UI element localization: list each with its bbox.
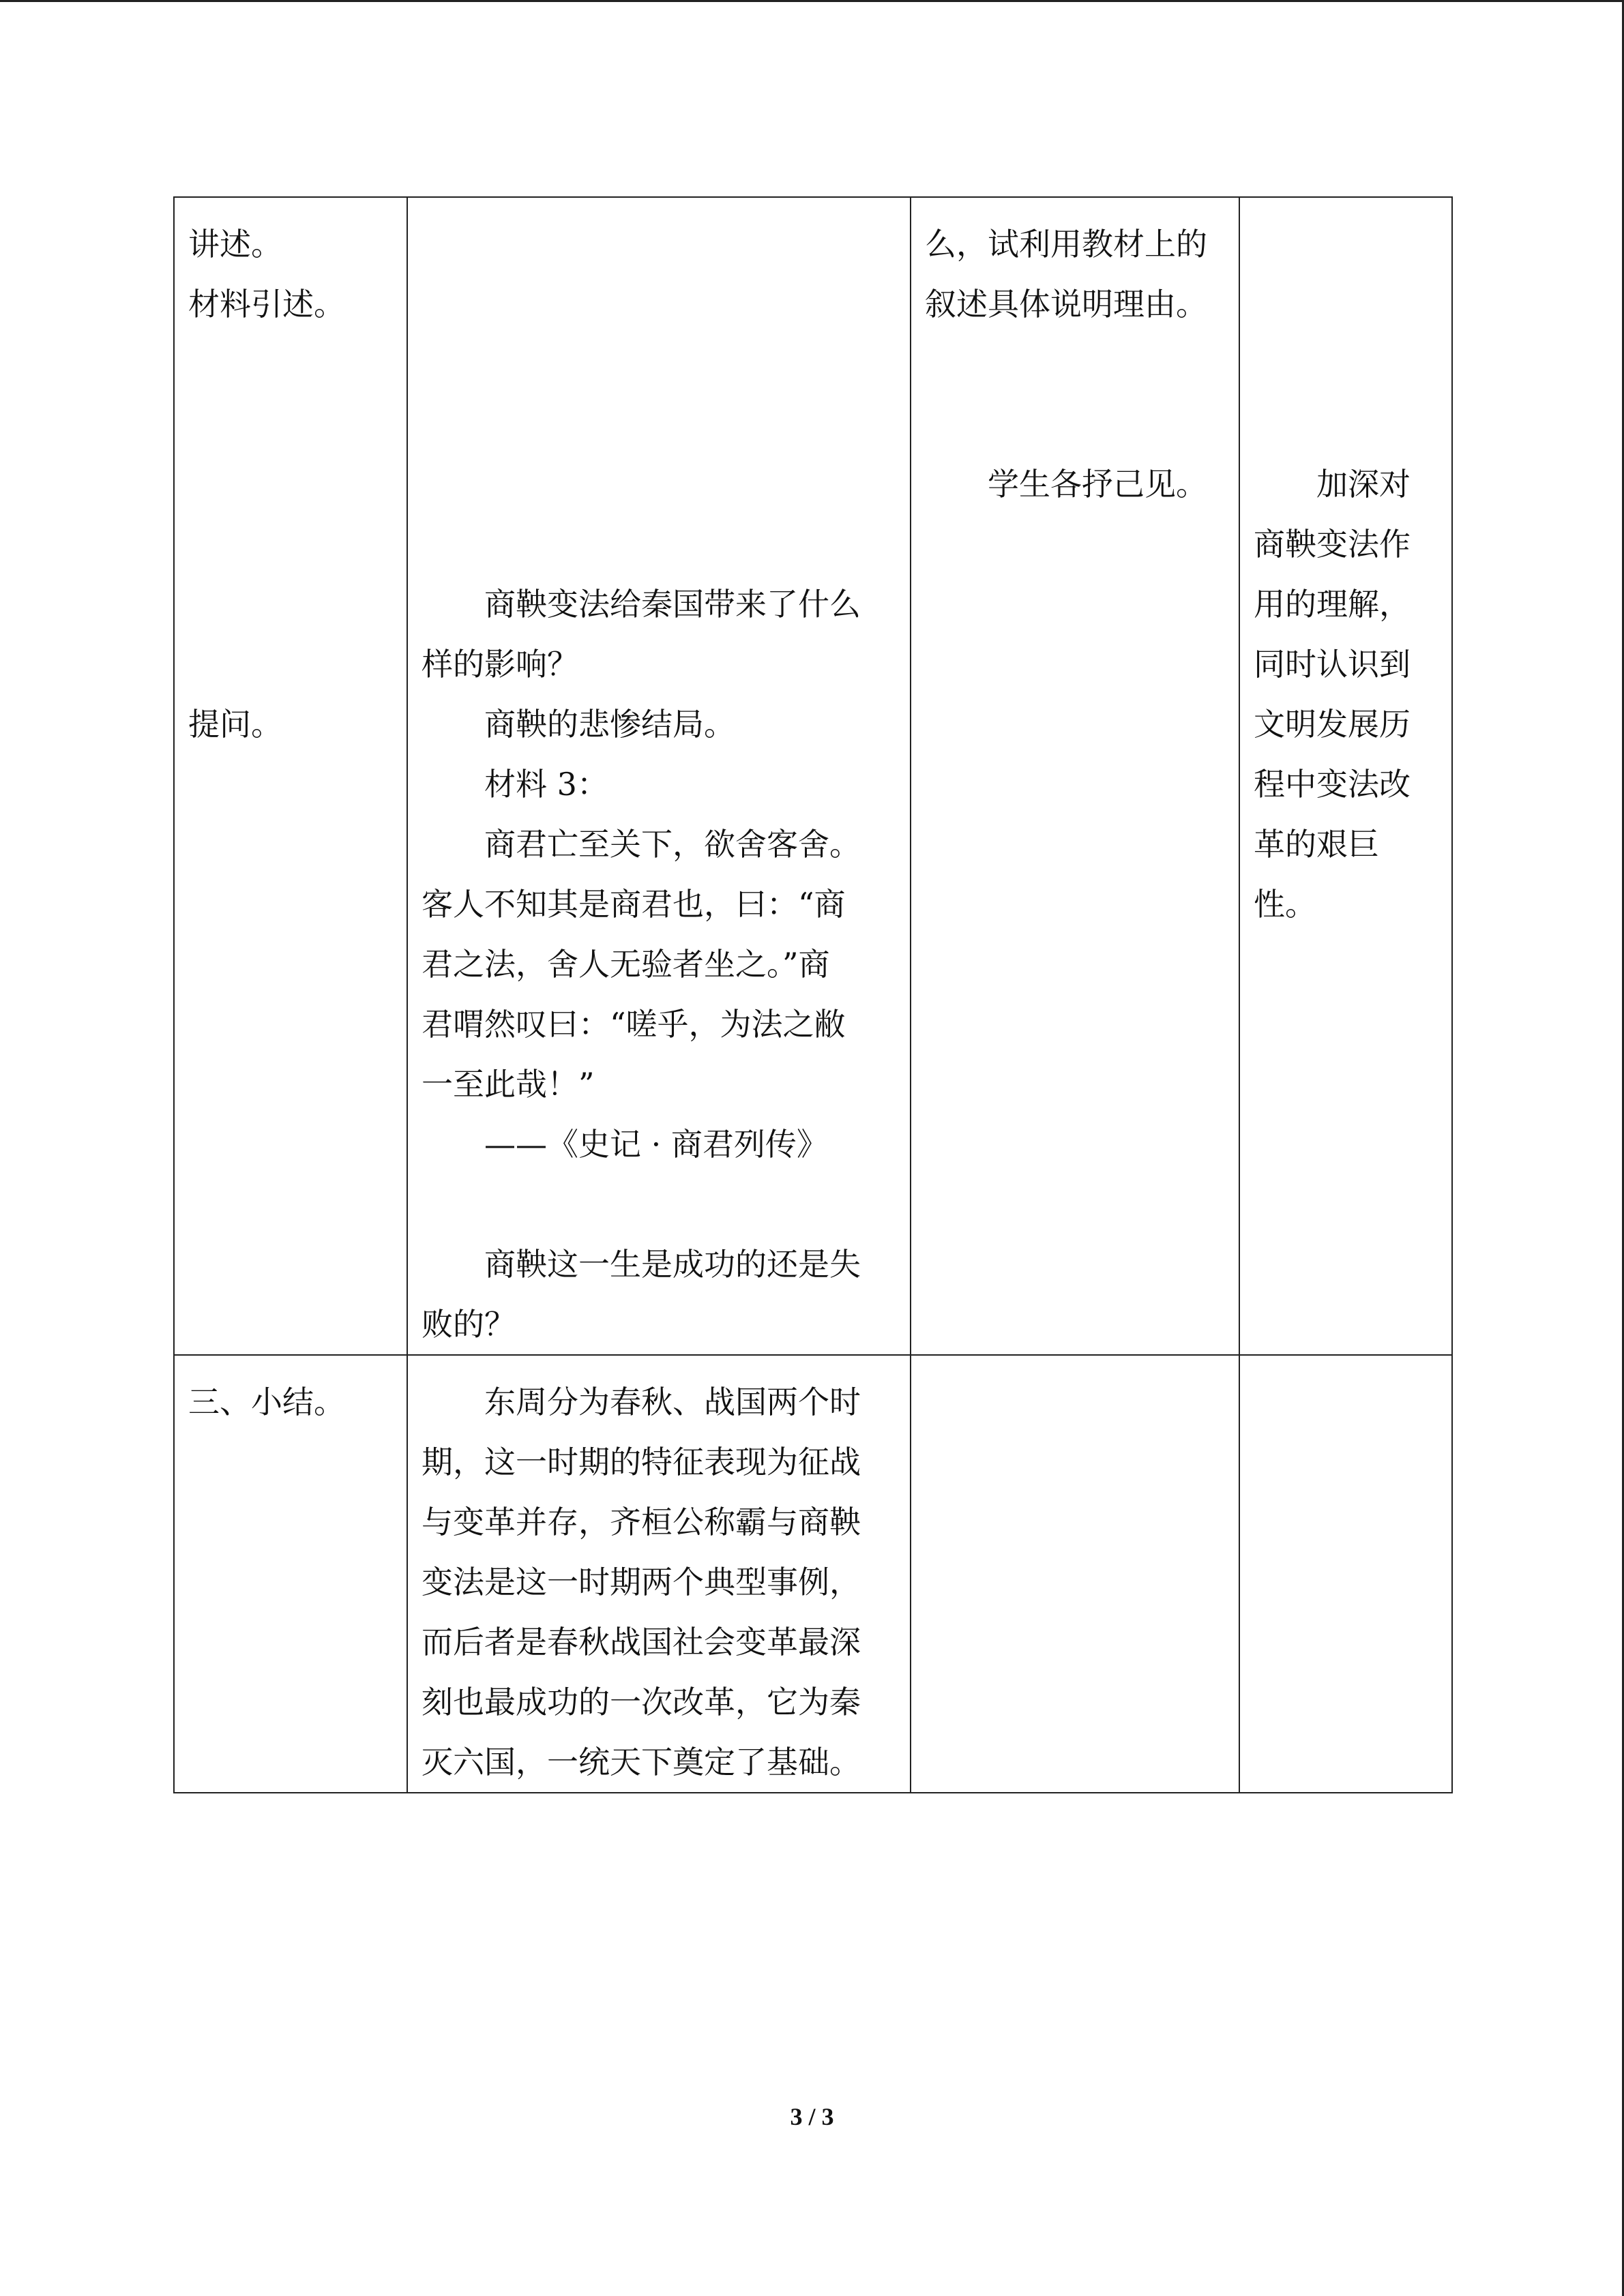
- design-intent-cell: [1239, 197, 1452, 1355]
- table-row: [174, 1355, 1452, 1793]
- material-quote-line: 君之法，舍人无验者坐之。”商: [422, 946, 830, 983]
- student-task-line: 么，试利用教材上的: [925, 226, 1207, 263]
- table-row: [174, 197, 1452, 1355]
- design-intent-line: 文明发展历: [1254, 706, 1411, 743]
- quote-source: ——《史记 · 商君列传》: [484, 1126, 828, 1163]
- process-step-material: 材料引述。: [188, 286, 345, 323]
- summary-line: 变法是这一时期两个典型事例，: [422, 1564, 861, 1600]
- process-cell: [174, 1355, 407, 1793]
- material-quote-line: 君喟然叹曰：“嗟乎，为法之敝: [422, 1006, 846, 1043]
- design-intent-line: 性。: [1254, 886, 1316, 923]
- question-impact-line: 商鞅变法给秦国带来了什么: [484, 586, 861, 623]
- empty-cell: [1239, 1355, 1452, 1793]
- summary-line: 东周分为春秋、战国两个时: [484, 1384, 861, 1420]
- material-quote-line: 商君亡至关下，欲舍客舍。: [484, 826, 861, 863]
- summary-line: 与变革并存，齐桓公称霸与商鞅: [422, 1504, 861, 1540]
- tragic-end-text: 商鞅的悲惨结局。: [484, 706, 735, 743]
- question-success-line: 商鞅这一生是成功的还是失: [484, 1246, 861, 1283]
- material-quote-line: 一至此哉！”: [422, 1066, 595, 1103]
- process-cell: [174, 197, 407, 1355]
- summary-line: 灭六国，一统天下奠定了基础。: [422, 1744, 861, 1780]
- student-task-line: 叙述具体说明理由。: [925, 286, 1207, 323]
- question-success-line: 败的？: [422, 1306, 516, 1343]
- summary-line: 而后者是春秋战国社会变革最深: [422, 1624, 861, 1660]
- student-activity-cell: [911, 197, 1239, 1355]
- lesson-plan-table: [173, 196, 1453, 1793]
- summary-line: 期，这一时期的特征表现为征战: [422, 1444, 861, 1480]
- design-intent-line: 用的理解，: [1254, 586, 1411, 623]
- design-intent-line: 程中变法改: [1254, 766, 1411, 803]
- summary-heading: 三、小结。: [188, 1384, 345, 1420]
- process-step-narrate: 讲述。: [188, 226, 282, 263]
- student-response: 学生各抒己见。: [988, 466, 1207, 503]
- process-step-question: 提问。: [188, 706, 282, 743]
- material-3-heading: 材料 3：: [484, 766, 608, 803]
- design-intent-line: 革的艰巨: [1254, 826, 1379, 863]
- design-intent-line: 商鞅变法作: [1254, 526, 1411, 563]
- empty-cell: [911, 1355, 1239, 1793]
- page-number: 3 / 3: [790, 2103, 834, 2130]
- design-intent-line: 同时认识到: [1254, 646, 1411, 683]
- design-intent-line: 加深对: [1316, 466, 1411, 503]
- question-impact-line: 样的影响？: [422, 646, 578, 683]
- summary-line: 刻也最成功的一次改革，它为秦: [422, 1684, 861, 1720]
- material-quote-line: 客人不知其是商君也，曰：“商: [422, 886, 846, 923]
- summary-text-cell: [407, 1355, 911, 1793]
- teacher-activity-cell: [407, 197, 911, 1355]
